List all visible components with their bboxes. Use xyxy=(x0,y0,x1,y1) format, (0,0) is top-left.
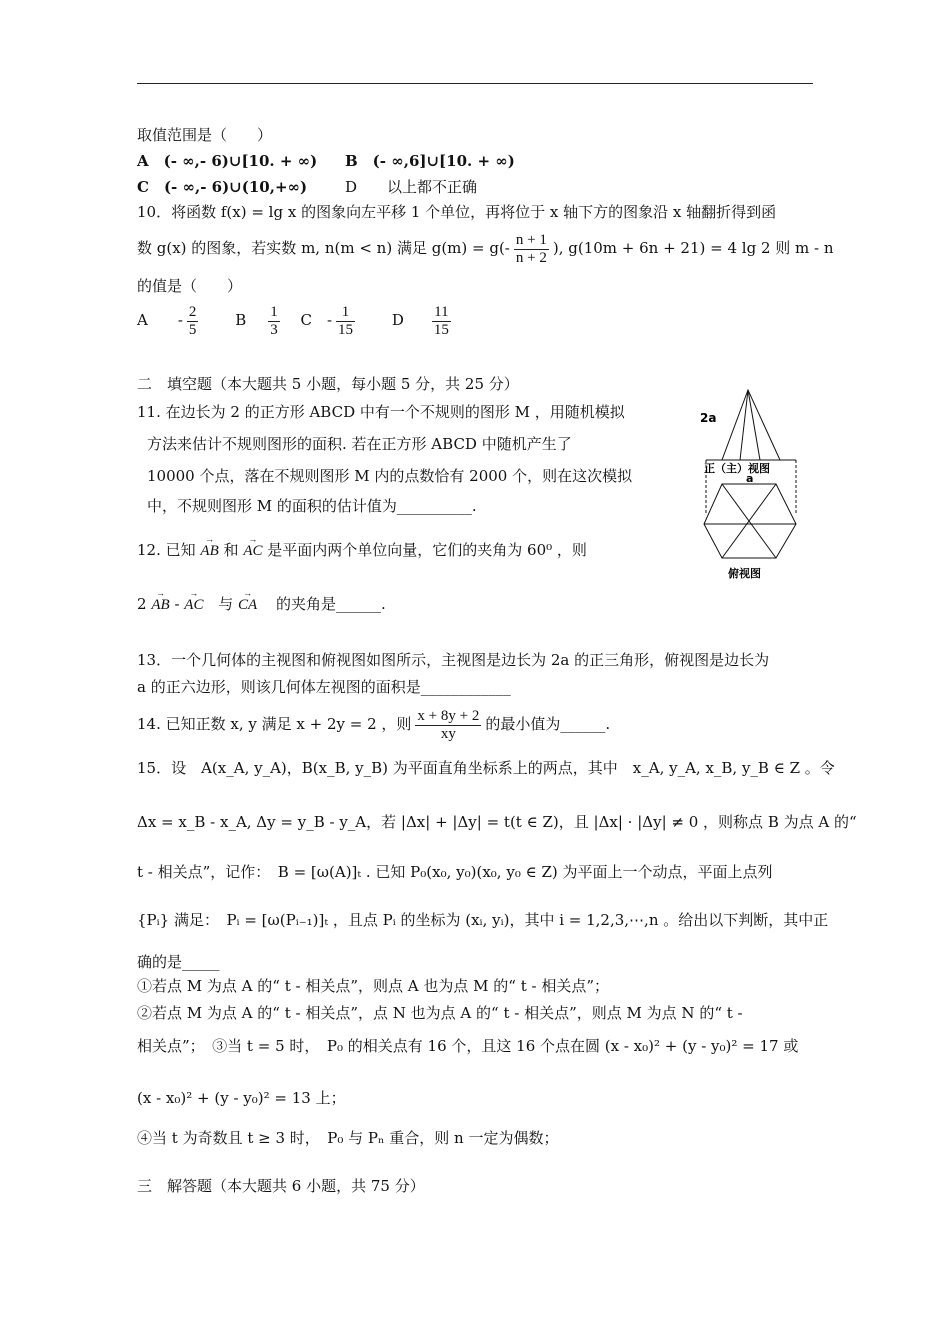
q12-and: 与 xyxy=(218,595,234,613)
q10-option-b-frac xyxy=(268,304,280,339)
q15-line1: 15．设 A(x_A, y_A)，B(x_B, y_B) 为平面直角坐标系上的两点，其中 x_A, y_A, x_B, y_B ∈ Z 。令 xyxy=(137,759,835,777)
label-a: a xyxy=(746,472,754,485)
top-view-hexagon xyxy=(704,484,796,558)
q10-option-a: A - xyxy=(137,311,183,329)
q9-option-c: C (- ∞,- 6)∪(10,+∞) xyxy=(137,178,308,196)
q11-line2: 方法来估计不规则图形的面积. 若在正方形 ABCD 中随机产生了 xyxy=(147,435,572,453)
q11-line3: 10000 个点，落在不规则图形 M 内的点数恰有 2000 个，则在这次模拟 xyxy=(147,467,633,485)
vector-ac-2: → AC xyxy=(184,595,203,615)
q10-option-b-den: 3 xyxy=(270,321,278,338)
geometry-figure xyxy=(692,386,812,586)
q14-text-a: 14. 已知正数 x, y 满足 x + 2y = 2 ，则 xyxy=(137,715,412,733)
label-top-view: 俯视图 xyxy=(728,567,761,580)
q10-option-c-den: 15 xyxy=(338,321,354,338)
q9-option-a: A (- ∞,- 6)∪[10. + ∞) xyxy=(137,152,318,170)
q14-fraction-num: x + 8y + 2 xyxy=(417,707,480,724)
vector-ab: → AB xyxy=(200,541,218,561)
q12-line2 xyxy=(137,594,386,615)
q11-line1: 11. 在边长为 2 的正方形 ABCD 中有一个不规则的图形 M ，用随机模拟 xyxy=(137,403,625,421)
vector-ac: → AC xyxy=(243,541,262,561)
q10-option-a-num: 2 xyxy=(188,303,197,320)
label-front-view: 正（主）视图 xyxy=(704,462,770,475)
q9-option-d: D 以上都不正确 xyxy=(345,178,478,196)
front-view-outline xyxy=(722,390,780,460)
q10-option-c-num: 1 xyxy=(336,304,355,322)
front-view-edge-2 xyxy=(748,390,760,460)
q10-option-a-den: 5 xyxy=(188,321,197,338)
q10-line2-a: 数 g(x) 的图象，若实数 m, n(m < n) 满足 g(m) = g(- xyxy=(137,239,510,257)
q12-coef: 2 xyxy=(137,595,147,613)
q10-line2 xyxy=(137,230,834,267)
q10-option-c: C - xyxy=(300,311,333,329)
q15-claim-4: ④当 t 为奇数且 t ≥ 3 时， P₀ 与 Pₙ 重合，则 n 一定为偶数； xyxy=(137,1129,559,1147)
q13-line1: 13．一个几何体的主视图和俯视图如图所示，主视图是边长为 2a 的正三角形，俯视图是边长为 xyxy=(137,651,770,669)
q15-claim-3: (x - x₀)² + (y - y₀)² = 13 上； xyxy=(137,1089,346,1107)
q15-claim-2a: ②若点 M 为点 A 的“ t - 相关点”，点 N 也为点 A 的“ t - 相关点”，则点 M 为点 N 的“ t - xyxy=(137,1004,743,1022)
q10-fraction-den: n + 2 xyxy=(515,249,547,266)
q10-option-d-den: 15 xyxy=(433,321,449,338)
q14-line xyxy=(137,704,610,744)
q12-text-b: 和 xyxy=(223,541,239,559)
q10-fraction-num: n + 1 xyxy=(515,231,547,248)
q14-text-b: 的最小值为______. xyxy=(485,715,611,733)
q14-fraction-den: xy xyxy=(440,725,456,742)
q15-claim-1: ①若点 M 为点 A 的“ t - 相关点”，则点 A 也为点 M 的“ t - 相关点”； xyxy=(137,977,610,995)
q15-line4: {Pᵢ} 满足： Pᵢ = [ω(Pᵢ₋₁)]ₜ ，且点 Pᵢ 的坐标为 (xᵢ, yᵢ)，其中 i = 1,2,3,⋯,n 。给出以下判断，其中正 xyxy=(137,911,829,929)
q13-line2: a 的正六边形，则该几何体左视图的面积是____________ xyxy=(137,678,511,696)
q15-line5: 确的是_____ xyxy=(137,953,220,971)
q12-minus: - xyxy=(174,595,180,613)
q12-text-d: 的夹角是______. xyxy=(276,595,386,613)
q10-line1: 10．将函数 f(x) = lg x 的图象向左平移 1 个单位，再将位于 x 轴下方的图象沿 x 轴翻折得到函 xyxy=(137,203,777,221)
q15-claim-2b: 相关点”； ③当 t = 5 时， P₀ 的相关点有 16 个，且这 16 个点在圆 (x - x₀)² + (y - y₀)² = 17 或 xyxy=(137,1037,799,1055)
q10-line3: 的值是（ ） xyxy=(137,277,243,295)
q10-fraction xyxy=(514,232,549,267)
q10-option-a-frac xyxy=(187,304,199,339)
q10-option-d-num: 11 xyxy=(432,304,451,322)
q12-line1 xyxy=(137,540,587,561)
q10-option-d: D xyxy=(391,311,404,329)
section2-heading: 二 填空题（本大题共 5 小题，每小题 5 分，共 25 分） xyxy=(137,375,519,393)
q10-option-b: B xyxy=(235,311,247,329)
label-2a: 2a xyxy=(700,411,717,425)
q10-option-b-num: 1 xyxy=(270,303,278,320)
q15-line3: t - 相关点”，记作： B = [ω(A)]ₜ . 已知 P₀(x₀, y₀)(x₀, y₀ ∈ Z) 为平面上一个动点，平面上点列 xyxy=(137,863,773,881)
vector-ca: → CA xyxy=(238,595,257,615)
header-rule xyxy=(137,83,813,84)
q11-line4: 中，不规则图形 M 的面积的估计值为__________. xyxy=(147,497,477,515)
q10-options xyxy=(137,302,455,339)
q14-fraction xyxy=(415,708,481,743)
q9-option-b: B (- ∞,6]∪[10. + ∞) xyxy=(345,152,515,170)
q9-tail: 取值范围是（ ） xyxy=(137,126,273,144)
q10-line2-b: ), g(10m + 6n + 21) = 4 lg 2 则 m - n xyxy=(552,239,834,257)
q10-option-d-frac xyxy=(432,304,451,339)
q15-line2: Δx = x_B - x_A, Δy = y_B - y_A，若 |Δx| + |Δy| = t(t ∈ Z)，且 |Δx| · |Δy| ≠ 0 ，则称点 B 为点 A 的“ xyxy=(137,813,857,831)
section3-heading: 三 解答题（本大题共 6 小题，共 75 分） xyxy=(137,1177,425,1195)
vector-ab-2: → AB xyxy=(151,595,169,615)
q10-option-c-frac xyxy=(336,304,355,339)
q12-text-c: 是平面内两个单位向量，它们的夹角为 60⁰ ，则 xyxy=(267,541,587,559)
q12-text-a: 12. 已知 xyxy=(137,541,196,559)
figure-svg xyxy=(692,386,812,586)
